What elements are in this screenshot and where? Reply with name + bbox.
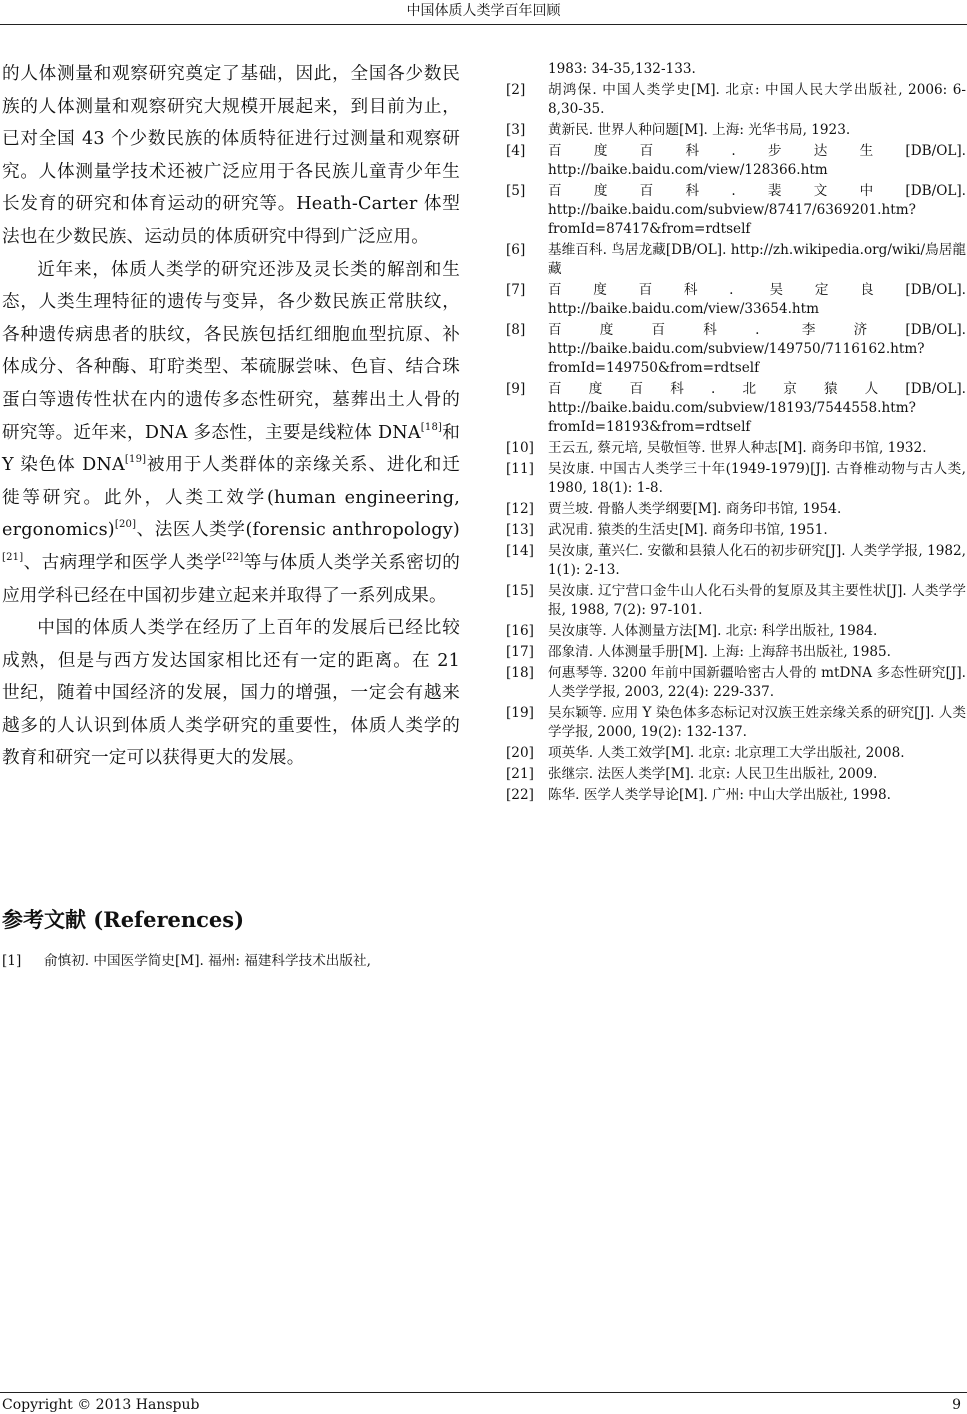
reference-item xyxy=(506,786,966,805)
reference-number: [2] xyxy=(506,82,526,98)
reference-text: 胡鸿保. 中国人类学史[M]. 北京: 中国人民大学出版社, 2006: 6-8,30-35. xyxy=(548,82,966,117)
reference-item xyxy=(506,582,966,620)
reference-text: 王云五, 蔡元培, 吴敬恒等. 世界人种志[M]. 商务印书馆, 1932. xyxy=(548,440,927,456)
reference-text: 黄新民. 世界人种问题[M]. 上海: 光华书局, 1923. xyxy=(548,122,851,138)
reference-number: [4] xyxy=(506,143,526,159)
reference-item xyxy=(506,182,966,239)
reference-item xyxy=(506,765,966,784)
paragraph-2-part-c: 被用于人类群体的亲缘关系、进化和迁徙等研究。此外，人类工效学(human engineering, ergonomics) xyxy=(2,455,460,541)
reference-item xyxy=(506,81,966,119)
reference-number: [13] xyxy=(506,522,534,538)
reference-text: 吴汝康, 董兴仁. 安徽和县猿人化石的初步研究[J]. 人类学学报, 1982, 1(1): 2-13. xyxy=(548,543,966,578)
paragraph-2-part-b: 和 Y 染色体 DNA xyxy=(2,422,460,476)
reference-number: [22] xyxy=(506,787,534,803)
reference-text: 俞慎初. 中国医学简史[M]. 福州: 福建科学技术出版社, xyxy=(44,953,371,969)
reference-number: [12] xyxy=(506,501,534,517)
reference-item xyxy=(506,521,966,540)
reference-item xyxy=(506,542,966,580)
reference-item xyxy=(506,142,966,180)
reference-item xyxy=(506,281,966,319)
reference-number: [5] xyxy=(506,183,526,199)
reference-number: [3] xyxy=(506,122,526,138)
page-number: 9 xyxy=(952,1397,961,1413)
reference-list-left xyxy=(2,952,462,971)
paragraph-2-part-f: 等与体质人类学关系密切的应用学科已经在中国初步建立起来并取得了一系列成果。 xyxy=(2,552,461,606)
paragraph-1: 的人体测量和观察研究奠定了基础，因此，全国各少数民族的人体测量和观察研究大规模开展起来，到目前为止，已对全国 43 个少数民族的体质特征进行过测量和观察研究。人体测量学技术还被广泛应用于各民族儿童青少年生长发育的研究和体育运动的研究等。Heath-Carter 体型法也在少数民族、运动员的体质研究中得到广泛应用。 xyxy=(2,64,460,247)
reference-item xyxy=(506,121,966,140)
reference-number: [16] xyxy=(506,623,534,639)
reference-number: [11] xyxy=(506,461,534,477)
citation-18[interactable]: [18] xyxy=(420,421,443,433)
reference-item xyxy=(506,500,966,519)
reference-number: [6] xyxy=(506,242,526,258)
reference-text: 吴汝康等. 人体测量方法[M]. 北京: 科学出版社, 1984. xyxy=(548,623,878,639)
reference-text: 百度百科. 吴定良[DB/OL]. http://baike.baidu.com/view/33654.htm xyxy=(548,282,966,317)
citation-20[interactable]: [20] xyxy=(114,519,137,531)
reference-continuation: 1983: 34-35,132-133. xyxy=(548,61,696,77)
reference-text: 陈华. 医学人类学导论[M]. 广州: 中山大学出版社, 1998. xyxy=(548,787,891,803)
paragraph-2-part-a: 近年来，体质人类学的研究还涉及灵长类的解剖和生态，人类生理特征的遗传与变异，各少数民族正常肤纹，各种遗传病患者的肤纹，各民族包括红细胞血型抗原、补体成分、各种酶、耵聍类型、苯硫脲尝味、色盲、结合珠蛋白等遗传性状在内的遗传多态性研究，墓葬出土人骨的研究等。近年来，DNA 多态性，主要是线粒体 DNA xyxy=(2,259,460,443)
reference-text: 吴汝康. 中国古人类学三十年(1949-1979)[J]. 古脊椎动物与古人类, 1980, 18(1): 1-8. xyxy=(548,461,966,496)
reference-number: [8] xyxy=(506,322,526,338)
reference-item xyxy=(506,622,966,641)
running-title: 中国体质人类学百年回顾 xyxy=(406,3,561,19)
reference-text: 贾兰坡. 骨骼人类学纲要[M]. 商务印书馆, 1954. xyxy=(548,501,842,517)
paragraph-2-part-d: 、法医人类学(forensic anthropology) xyxy=(136,520,460,541)
citation-21[interactable]: [21] xyxy=(2,551,24,563)
body-text-column xyxy=(2,58,460,775)
footer-rule xyxy=(0,1392,967,1393)
reference-text: 武况甫. 猿类的生活史[M]. 商务印书馆, 1951. xyxy=(548,522,828,538)
reference-text: 邵象清. 人体测量手册[M]. 上海: 上海辞书出版社, 1985. xyxy=(548,644,891,660)
reference-text: 百度百科. 李济[DB/OL]. http://baike.baidu.com/subview/149750/7116162.htm?fromId=149750&from=rdtself xyxy=(548,322,966,376)
reference-text: 百度百科.裴文中[DB/OL]. http://baike.baidu.com/subview/87417/6369201.htm?fromId=87417&from=rdtself xyxy=(548,183,966,237)
paragraph-2-part-e: 、古病理学和医学人类学 xyxy=(23,552,223,573)
reference-number: [14] xyxy=(506,543,534,559)
reference-text: 吴汝康. 辽宁营口金牛山人化石头骨的复原及其主要性状[J]. 人类学学报, 1988, 7(2): 97-101. xyxy=(548,583,966,618)
header-rule xyxy=(0,24,967,25)
reference-item xyxy=(506,643,966,662)
reference-text: 吴东颖等. 应用 Y 染色体多态标记对汉族王姓亲缘关系的研究[J]. 人类学学报, 2000, 19(2): 132-137. xyxy=(548,705,966,740)
citation-22[interactable]: [22] xyxy=(222,551,244,563)
reference-item xyxy=(506,460,966,498)
reference-item xyxy=(506,704,966,742)
reference-number: [19] xyxy=(506,705,534,721)
reference-item xyxy=(506,744,966,763)
reference-text: 百度百科.北京猿人[DB/OL]. http://baike.baidu.com/subview/18193/7544558.htm?fromId=18193&from=rdtself xyxy=(548,381,966,435)
reference-text: 基维百科. 鸟居龙藏[DB/OL]. http://zh.wikipedia.org/wiki/鳥居龍藏 xyxy=(548,242,966,277)
reference-item xyxy=(506,241,966,279)
reference-number: [7] xyxy=(506,282,526,298)
reference-number: [9] xyxy=(506,381,526,397)
reference-number: [17] xyxy=(506,644,534,660)
reference-number: [18] xyxy=(506,665,534,681)
reference-item xyxy=(506,380,966,437)
references-heading: 参考文献 (References) xyxy=(2,907,245,932)
reference-text: 项英华. 人类工效学[M]. 北京: 北京理工大学出版社, 2008. xyxy=(548,745,905,761)
reference-list-right xyxy=(506,60,966,807)
reference-number: [20] xyxy=(506,745,534,761)
reference-item xyxy=(506,321,966,378)
copyright-notice: Copyright © 2013 Hanspub xyxy=(2,1397,200,1413)
reference-number: [1] xyxy=(2,953,22,969)
reference-text: 何惠琴等. 3200 年前中国新疆哈密古人骨的 mtDNA 多态性研究[J]. 人类学学报, 2003, 22(4): 229-337. xyxy=(548,665,966,700)
paragraph-2 xyxy=(2,254,460,613)
reference-text: 百度百科.步达生[DB/OL]. http://baike.baidu.com/view/128366.htm xyxy=(548,143,966,178)
reference-item xyxy=(2,952,462,971)
reference-number: [15] xyxy=(506,583,534,599)
paragraph-3: 中国的体质人类学在经历了上百年的发展后已经比较成熟，但是与西方发达国家相比还有一定的距离。在 21 世纪，随着中国经济的发展，国力的增强，一定会有越来越多的人认识到体质人类学研究的重要性，体质人类学的教育和研究一定可以获得更大的发展。 xyxy=(2,618,460,769)
reference-text: 张继宗. 法医人类学[M]. 北京: 人民卫生出版社, 2009. xyxy=(548,766,878,782)
reference-item xyxy=(506,439,966,458)
reference-number: [10] xyxy=(506,440,534,456)
reference-item xyxy=(506,664,966,702)
reference-number: [21] xyxy=(506,766,534,782)
citation-19[interactable]: [19] xyxy=(124,454,147,466)
